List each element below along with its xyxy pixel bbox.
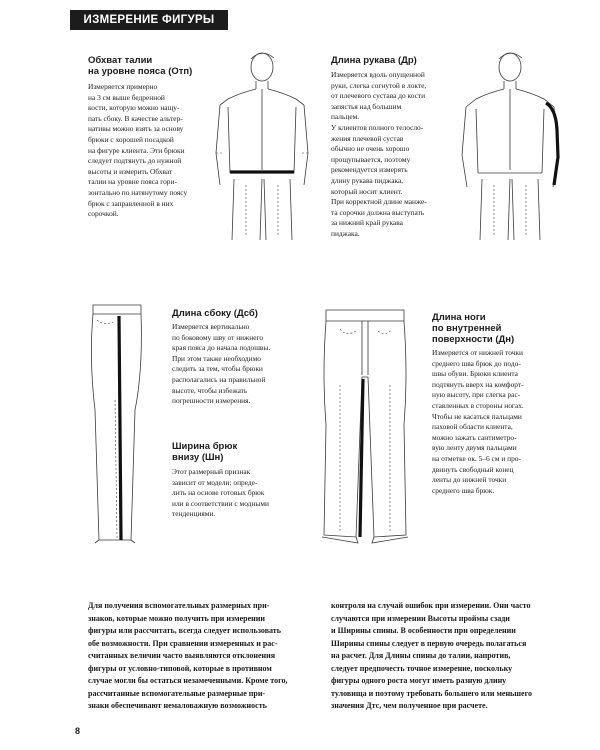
hem-width-heading — [172, 441, 237, 463]
section-banner: ИЗМЕРЕНИЕ ФИГУРЫ — [70, 10, 228, 30]
waist-heading — [88, 55, 192, 77]
torso-figure-sleeve — [458, 45, 568, 245]
page-number: 8 — [75, 726, 81, 736]
trousers-side-figure — [85, 300, 155, 545]
sleeve-text: Измеряется вдоль опущенной руки, слегка согнутой в локте, от плечевого сустава до кости запястья над большим пальцем. У клиентов полного телосло- жения плечевой сустав обычно не очень хорошо прощупывается, поэтому рекомендуется измерять длину рукава пиджака, который носит клиент. При корректной длине манже- та сорочки должна выступать за нижний край рукава пиджака. — [331, 70, 427, 238]
waist-text: Измеряется примерно на 3 см выше бедренной кости, которую можно нащу- пать сбоку. В качестве альтер- нативы можно взять за основу брюки с хорошей посадкой на фигуре клиента. Эти брюки следует подтянуть до нужной высоты и измерить Обхват талии на уровне пояса гори- зонтально по натянутому поясу брюк с заправленной в них сорочкой. — [88, 82, 188, 219]
bottom-paragraph-right: контроля на случай ошибок при измерении. Они часто случаются при измерении Высоты проймы сзади и Ширины спины. В особенности при определении Ширины спины следует в первую очередь полагаться на расчет. Для Длины спины до талии, напротив, следует предпочесть точное измерение, поскольку фигуры одного роста могут иметь разную длину туловища и поэтому требовать большего или меньшего значения Дтс, чем полученное при расчете. — [331, 601, 533, 710]
inseam-heading-line-1: Длина ноги — [432, 312, 486, 323]
trousers-front-figure — [316, 305, 416, 555]
waist-heading-line-2: на уровне пояса (Отп) — [88, 66, 193, 77]
inseam-heading-line-3: поверхности (Дн) — [432, 334, 515, 345]
hem-width-heading-line-1: Ширина брюк — [172, 441, 238, 452]
inseam-heading — [432, 312, 514, 345]
side-length-text: Измеряется вертикально по боковому шву от нижнего края пояса до начала подошвы. При этом также необходимо следить за тем, чтобы брюки располагались на правильной высоте, чтобы избежать погрешности измерения. — [172, 322, 271, 406]
inseam-text: Измеряется от нижней точки среднего шва брюк до подо- швы обуви. Брюки клиента подтянуть вверх на комфорт- ную высоту, при слегка рас- ставленных в стороны ногах. Чтобы не касаться пальцами паховой области клиента, можно зажать сантиметро- вую ленту двумя пальцами на отметке ок. 5–6 см и про- двинуть свободный конец ленты до нижней точки среднего шва брюк. — [432, 348, 524, 495]
sleeve-heading: Длина рукава (Др) — [331, 55, 417, 66]
hem-width-heading-line-2: внизу (Шн) — [172, 452, 224, 463]
bottom-paragraph-left: Для получения вспомогательных размерных при- знаков, которые можно получить при измерении фигуры или рассчитать, всегда следует использовать обе возможности. При сравнении измеренных и рас- считанных величин часто выявляются отклонения фигуры от условно-типовой, которые в противном случае могли бы остаться незамеченными. Кроме того, рассчитанные вспомогательные размерные при- знаки обеспечивают немаловажную возможность — [88, 601, 288, 710]
side-length-heading: Длина сбоку (Дсб) — [172, 308, 258, 319]
torso-figure-waist — [210, 45, 315, 245]
waist-heading-line-1: Обхват талии — [88, 55, 153, 66]
hem-width-text: Этот размерный признак зависит от модели: опреде- лить на основе готовых брюк или в соответствии с модными тенденциями. — [172, 467, 269, 519]
inseam-heading-line-2: по внутренней — [432, 323, 502, 334]
